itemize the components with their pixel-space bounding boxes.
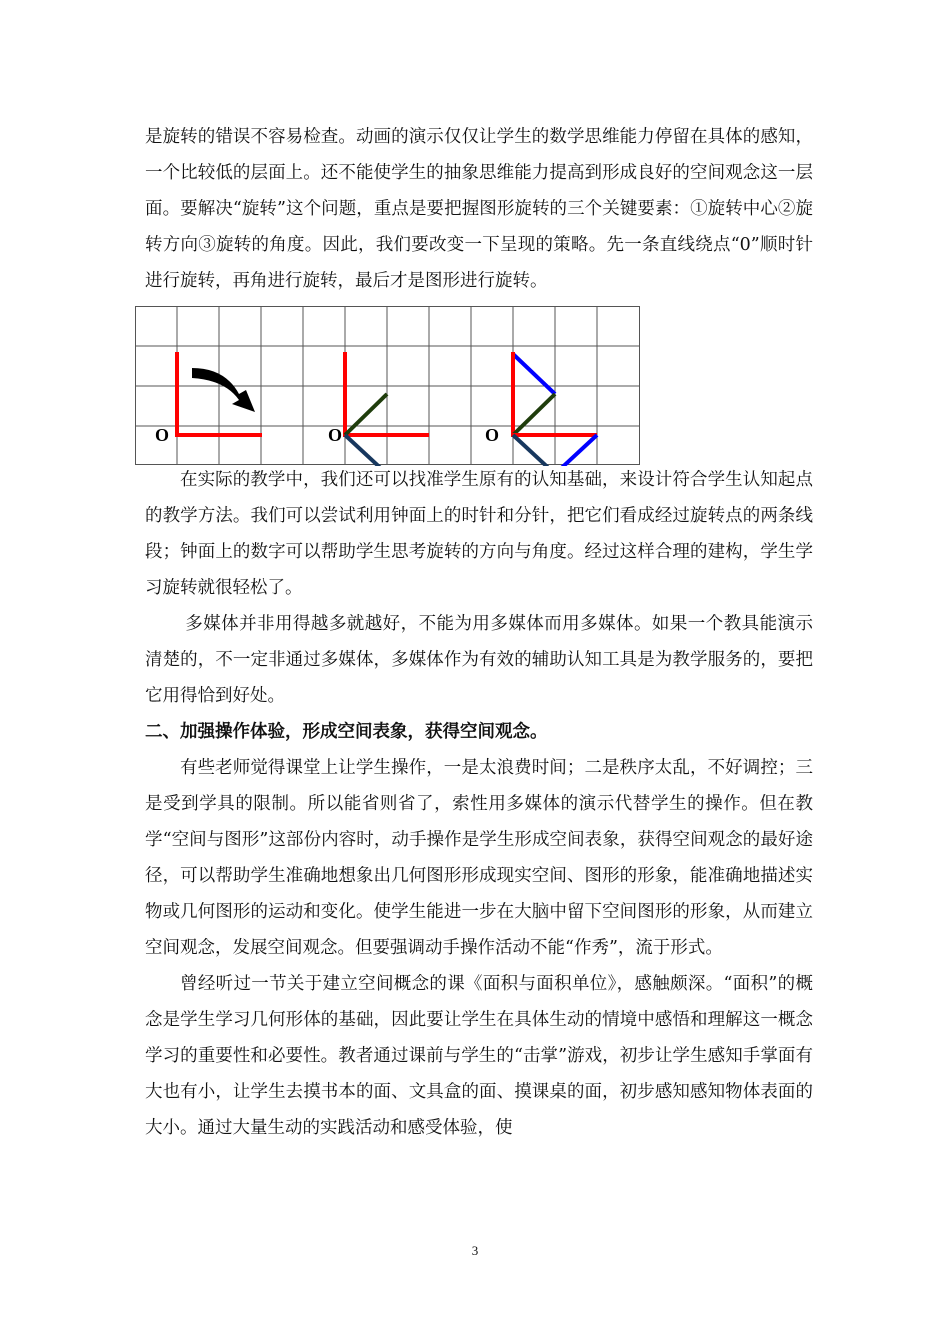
blue-edge [513, 354, 555, 394]
paragraph: 有些老师觉得课堂上让学生操作，一是太浪费时间；二是秩序太乱，不好调控；三是受到学具的限制。所以能省则省了，索性用多媒体的演示代替学生的操作。但在教学“空间与图形”这部份内容时，动手操作是学生形成空间表象，获得空间观念的最好途径，可以帮助学生准确地想象出几何图形形成现实空间、图形的形象，能准确地描述实物或几何图形的运动和变化。使学生能进一步在大脑中留下空间图形的形象，从而建立空间观念，发展空间观念。但要强调动手操作活动不能“作秀”，流于形式。 [145, 758, 813, 958]
paragraph: 曾经听过一节关于建立空间概念的课《面积与面积单位》，感触颇深。“面积”的概念是学生学习几何形体的基础，因此要让学生在具体生动的情境中感悟和理解这一概念学习的重要性和必要性。教者通过课前与学生的“击掌”游戏，初步让学生感知手掌面有大也有小，让学生去摸书本的面、文具盒的面、摸课桌的面，初步感知感知物体表面的大小。通过大量生动的实践活动和感受体验，使 [145, 974, 813, 1138]
figure-angle-rotation [328, 352, 429, 466]
paragraph: 在实际的教学中，我们还可以找准学生原有的认知基础，来设计符合学生认知起点的教学方法。我们可以尝试利用钟面上的时针和分针，把它们看成经过旋转点的两条线段；钟面上的数字可以帮助学生思考旋转的方向与角度。经过这样合理的建构，学生学习旋转就很轻松了。 [145, 470, 813, 598]
clockwise-arrow-icon [192, 368, 255, 412]
grid [136, 307, 640, 465]
paragraph: 多媒体并非用得越多就越好，不能为用多媒体而用多媒体。如果一个教具能演示清楚的，不一定非通过多媒体，多媒体作为有效的辅助认知工具是为教学服务的，要把它用得恰到好处。 [145, 614, 813, 706]
point-label-o: O [155, 425, 170, 445]
figure-line-rotation [155, 352, 262, 445]
paragraph: 是旋转的错误不容易检查。动画的演示仅仅让学生的数学思维能力停留在具体的感知，一个比较低的层面上。还不能使学生的抽象思维能力提高到形成良好的空间观念这一层面。要解决“旋转”这个问题，重点是要把握图形旋转的三个关键要素：①旋转中心②旋转方向③旋转的角度。因此，我们要改变一下呈现的策略。先一条直线绕点“0”顺时针进行旋转，再角进行旋转，最后才是图形进行旋转。 [145, 127, 813, 291]
rotation-figure [135, 306, 640, 466]
green-rotated-line [345, 394, 387, 435]
point-label-o: O [485, 425, 500, 445]
page-number: 3 [471, 1243, 479, 1258]
section-heading: 二、加强操作体验，形成空间表象，获得空间观念。 [145, 722, 548, 742]
point-label-o: O [328, 425, 343, 445]
figure-shape-rotation [485, 352, 597, 466]
green-rotated-line [513, 394, 555, 435]
text-block-top [145, 119, 813, 299]
text-block-bottom [145, 462, 813, 1146]
